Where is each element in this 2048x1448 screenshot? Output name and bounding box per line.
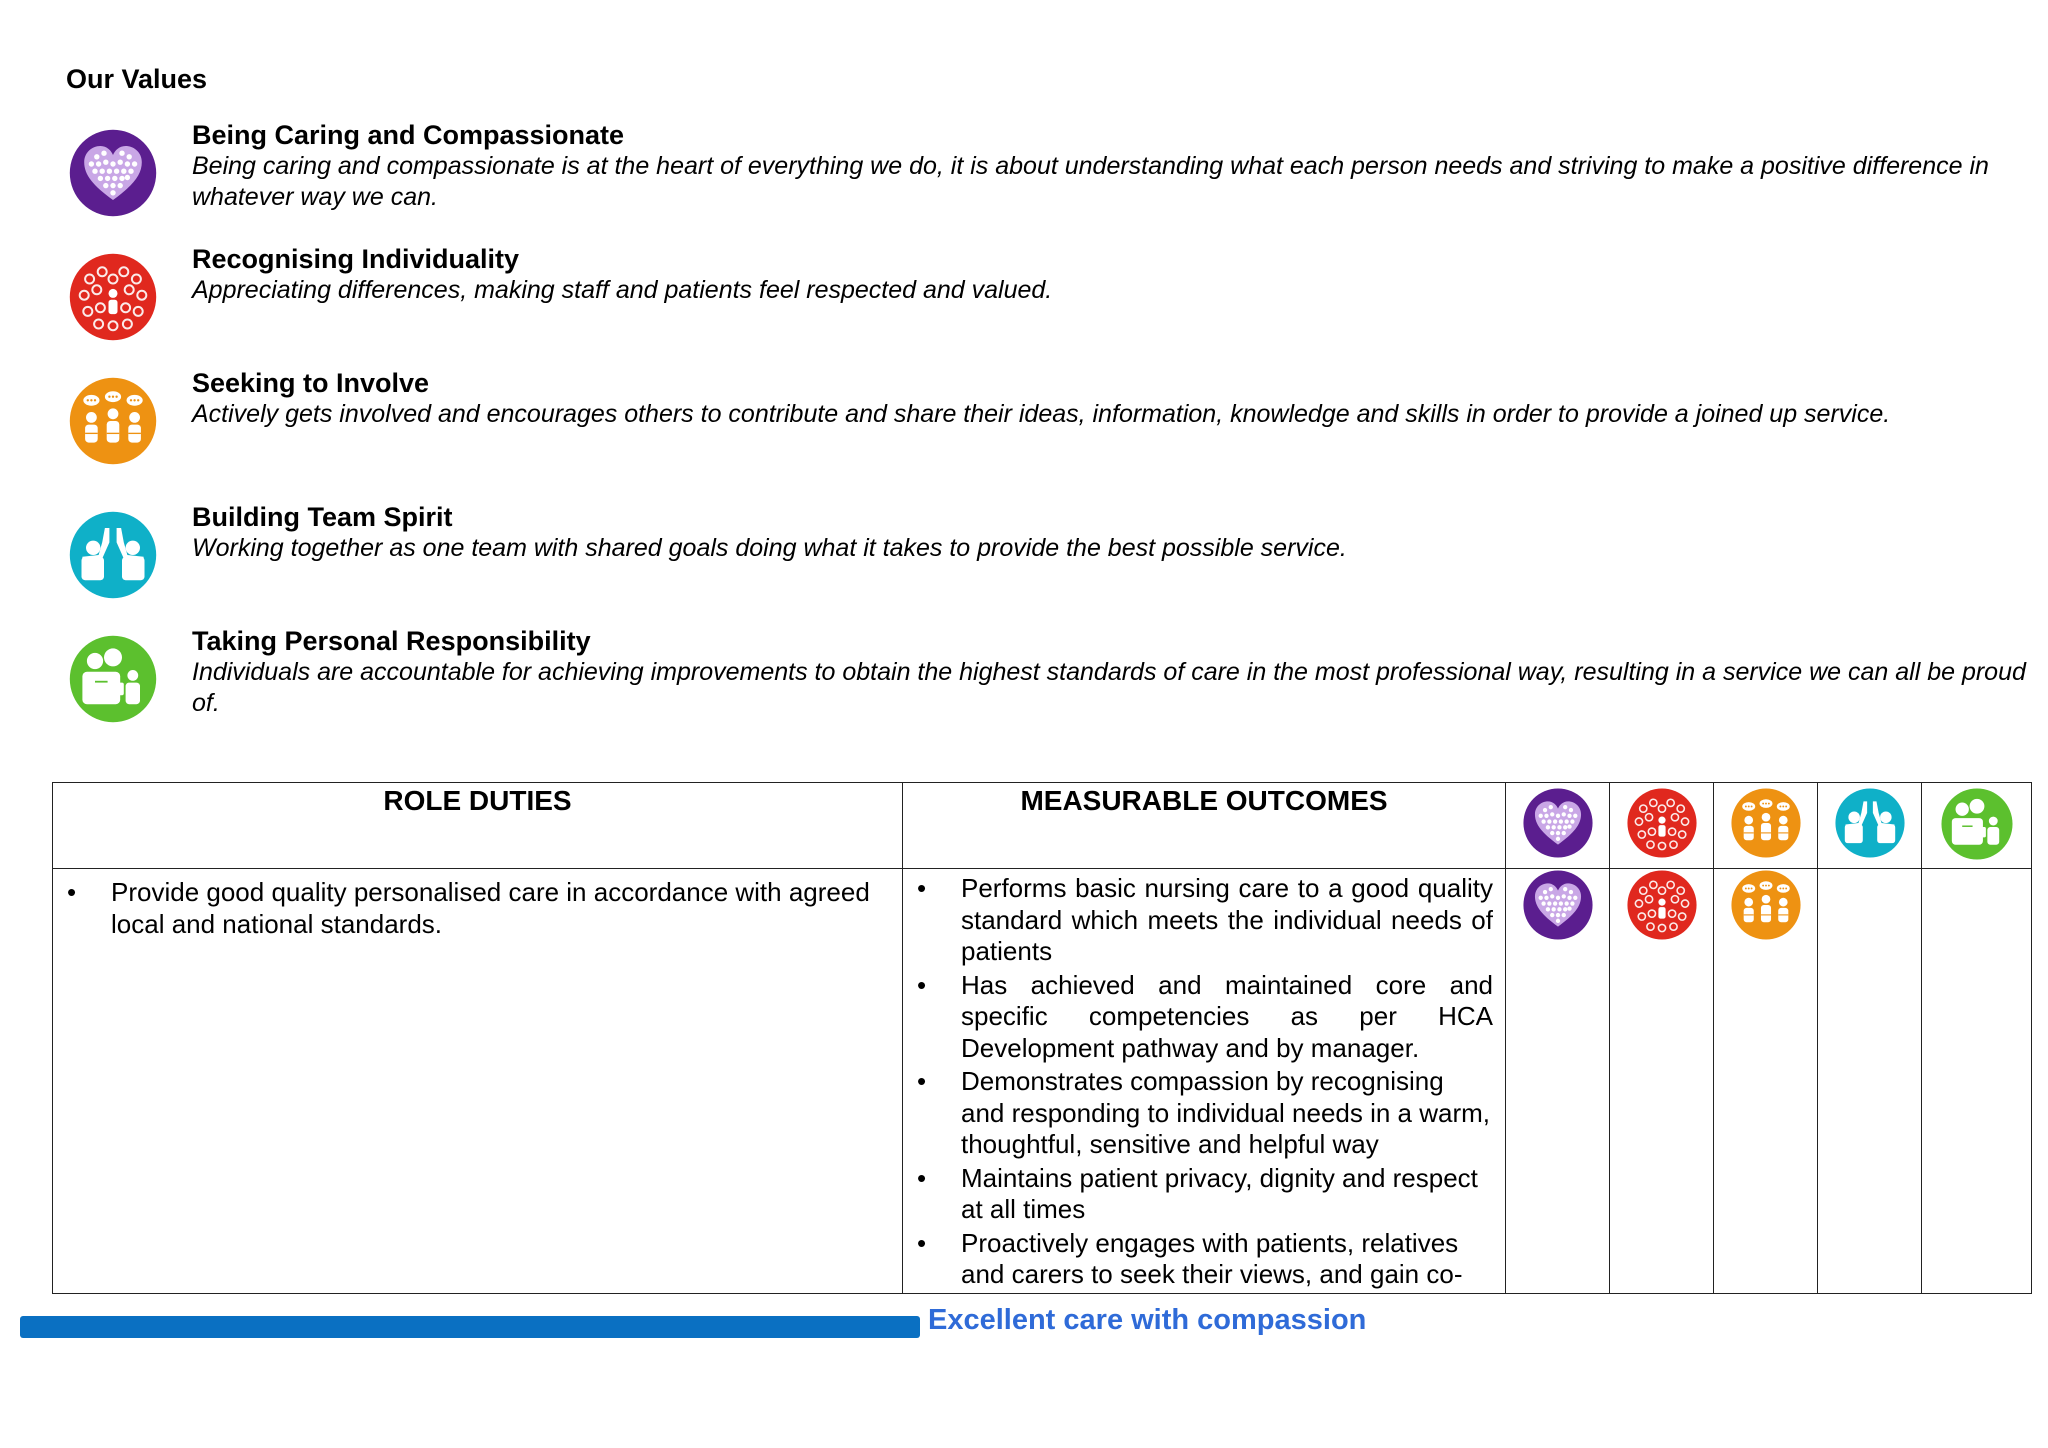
high-five-icon — [1834, 787, 1906, 859]
value-title: Recognising Individuality — [192, 244, 520, 274]
table-header-row — [53, 783, 2032, 869]
header-icon-cell — [1818, 783, 1922, 869]
individual-crowd-icon — [68, 252, 158, 342]
duty-item: • Provide good quality personalised care in accordance with agreed local and national standards. — [55, 877, 892, 940]
individual-crowd-icon — [1626, 787, 1698, 859]
value-description: Appreciating differences, making staff and patients feel respected and valued. — [192, 276, 1053, 304]
value-title: Building Team Spirit — [192, 502, 453, 532]
role-duties-table — [52, 782, 2032, 1294]
value-description: Being caring and compassionate is at the heart of everything we do, it is about understanding what each person needs and striving to make a positive difference in whatever way we can. — [192, 152, 1989, 211]
value-mark-cell — [1610, 869, 1714, 1294]
value-title: Taking Personal Responsibility — [192, 626, 591, 656]
value-individuality — [68, 244, 1988, 352]
value-involve — [68, 368, 1988, 476]
people-speech-icon — [68, 376, 158, 466]
value-description: Working together as one team with shared goals doing what it takes to provide the best possible service. — [192, 534, 1347, 562]
footer-slogan: Excellent care with compassion — [928, 1304, 1367, 1336]
role-duties-header: ROLE DUTIES — [53, 783, 903, 869]
people-speech-icon — [1730, 869, 1802, 941]
value-mark-cell — [1922, 869, 2032, 1294]
page-heading: Our Values — [66, 64, 208, 94]
header-icon-cell — [1610, 783, 1714, 869]
value-description: Individuals are accountable for achieving improvements to obtain the highest standards of care in the most professional way, resulting in a service we can all be proud of. — [192, 658, 2026, 717]
heart-icon — [1522, 869, 1594, 941]
duties-cell — [53, 869, 903, 1294]
outcomes-cell — [903, 869, 1506, 1294]
outcome-item: • Maintains patient privacy, dignity and respect at all times — [905, 1163, 1493, 1226]
responsibility-icon — [68, 634, 158, 724]
value-team-spirit — [68, 502, 1988, 610]
people-speech-icon — [1730, 787, 1802, 859]
table-row — [53, 869, 2032, 1294]
outcome-item: • Proactively engages with patients, relatives and carers to seek their views, and gain co- — [905, 1228, 1493, 1290]
footer-bar — [20, 1316, 920, 1338]
value-caring — [68, 120, 1989, 228]
header-icon-cell — [1714, 783, 1818, 869]
high-five-icon — [68, 510, 158, 600]
value-description: Actively gets involved and encourages others to contribute and share their ideas, information, knowledge and skills in order to provide a joined up service. — [192, 400, 1891, 428]
value-title: Being Caring and Compassionate — [192, 120, 625, 150]
outcome-item: • Has achieved and maintained core and specific competencies as per HCA Development pathway and by manager. — [905, 970, 1493, 1065]
header-icon-cell — [1506, 783, 1610, 869]
value-mark-cell — [1714, 869, 1818, 1294]
heart-icon — [68, 128, 158, 218]
heart-icon — [1522, 787, 1594, 859]
value-mark-cell — [1818, 869, 1922, 1294]
measurable-outcomes-header: MEASURABLE OUTCOMES — [903, 783, 1506, 869]
value-title: Seeking to Involve — [192, 368, 430, 398]
value-responsibility — [68, 626, 2026, 734]
value-mark-cell — [1506, 869, 1610, 1294]
individual-crowd-icon — [1626, 869, 1698, 941]
outcome-item: • Performs basic nursing care to a good quality standard which meets the individual needs of patients — [905, 873, 1493, 968]
header-icon-cell — [1922, 783, 2032, 869]
outcome-item: • Demonstrates compassion by recognising and responding to individual needs in a warm, thoughtful, sensitive and helpful way — [905, 1066, 1493, 1161]
responsibility-icon — [1940, 787, 2014, 861]
